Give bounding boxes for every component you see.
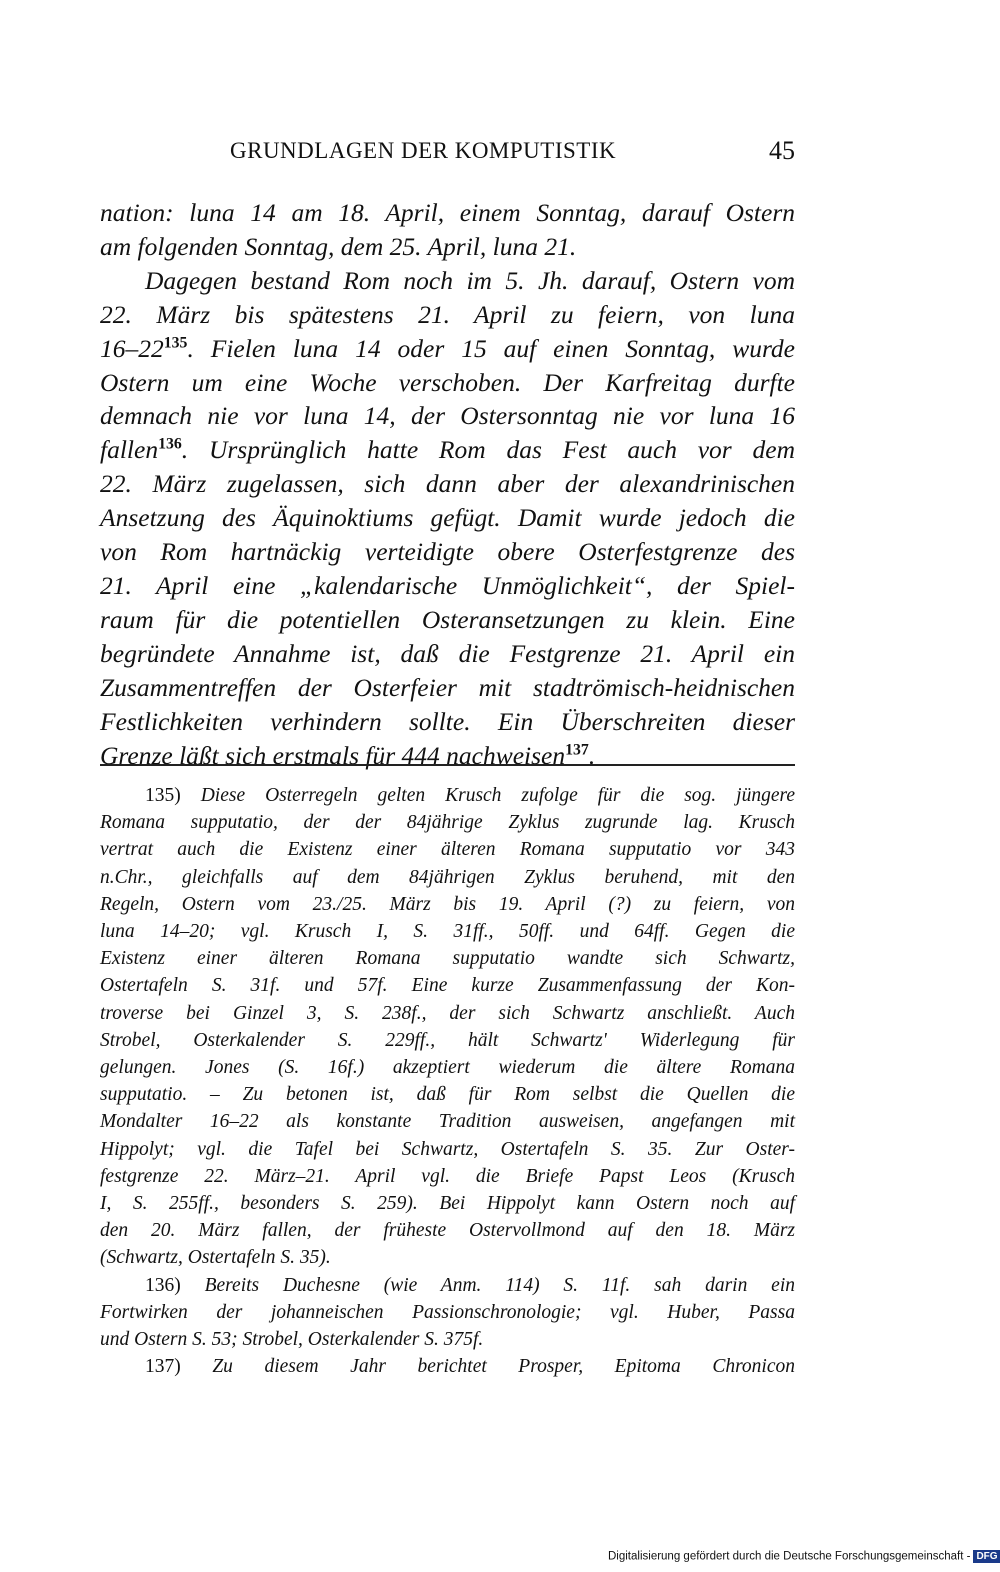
footnote-135-line: luna 14–20; vgl. Krusch I, S. 31ff., 50ff. und 64ff. Gegen die [100,921,795,943]
footnote-135-line: I, S. 255ff., besonders S. 259). Bei Hippolyt kann Ostern noch auf [100,1193,795,1215]
footnote-135-line: Strobel, Osterkalender S. 229ff., hält Schwartz' Widerlegung für [100,1029,795,1051]
text-line: von Rom hartnäckig verteidigte obere Osterfestgrenze des [100,537,795,567]
text-line: Ansetzung des Äquinoktiums gefügt. Damit wurde jedoch die [100,503,795,533]
page-number: 45 [769,136,795,165]
text-segment: . Ursprünglich hatte Rom das Fest auch vor dem [181,435,795,465]
text-segment: fallen [100,435,159,465]
footnote-135-line: gelungen. Jones (S. 16f.) akzeptiert wiederum die ältere Romana [100,1057,795,1079]
text-segment: Grenze läßt sich erstmals für 444 nachweisen [100,740,566,770]
footnote-divider [100,764,795,766]
footnote-ref-137[interactable]: 137 [565,741,589,758]
text-line: demnach nie vor luna 14, der Ostersonntag nie vor luna 16 [100,401,795,431]
text-line: Ostern um eine Woche verschoben. Der Karfreitag durfte [100,367,795,397]
text-line: Zusammentreffen der Osterfeier mit stadtrömisch-heidnischen [100,672,795,702]
footnote-135-line: (Schwartz, Ostertafeln S. 35). [100,1247,331,1269]
footnote-137-line [100,1353,795,1380]
text-line: am folgenden Sonntag, dem 25. April, luna 21. [100,231,577,261]
text-segment: 16–22 [100,333,164,363]
footnote-ref-136[interactable]: 136 [158,435,182,453]
text-line [100,739,795,773]
footnotes [100,782,795,1380]
footnote-135-line: Regeln, Ostern vom 23./25. März bis 19. April (?) zu feiern, von [100,893,795,915]
footnote-135-line: den 20. März fallen, der früheste Ostervollmond auf den 18. März [100,1220,795,1242]
text-line: nation: luna 14 am 18. April, einem Sonntag, darauf Ostern [100,198,795,227]
text-segment: Diese Osterregeln gelten Krusch zufolge für die sog. jüngere [200,785,795,806]
footnote-135-line: festgrenze 22. März–21. April vgl. die Briefe Papst Leos (Krusch [100,1165,795,1187]
footnote-136-line [100,1272,795,1299]
footnote-135-line: troverse bei Ginzel 3, S. 238f., der sich Schwartz anschließt. Auch [100,1002,795,1024]
footnote-135-line: Existenz einer älteren Romana supputatio wandte sich Schwartz, [100,948,795,970]
footnote-136-line: und Ostern S. 53; Strobel, Osterkalender S. 375f. [100,1329,484,1351]
footnote-ref-135[interactable]: 135 [163,334,188,352]
text-line: 22. März bis spätestens 21. April zu feiern, von luna [100,299,795,329]
running-title: GRUNDLAGEN DER KOMPUTISTIK [230,138,617,163]
text-line: Dagegen bestand Rom noch im 5. Jh. darauf, Ostern vom [145,265,795,295]
footnote-number: 137) [145,1356,181,1378]
text-line [100,433,795,467]
footnote-135-line: n.Chr., gleichfalls auf dem 84jährigen Zyklus beruhend, mit den [100,866,795,888]
footnote-136-line: Fortwirken der johanneischen Passionschronologie; vgl. Huber, Passa [100,1301,795,1323]
text-segment: Zu diesem Jahr berichtet Prosper, Epitoma Chronicon [212,1356,796,1378]
text-segment: . Fielen luna 14 oder 15 auf einen Sonntag, wurde [187,333,795,363]
footnote-number: 135) [145,785,181,806]
text-line: raum für die potentiellen Osteransetzungen zu klein. Eine [100,604,795,634]
footnote-135-line: Mondalter 16–22 als konstante Tradition ausweisen, angefangen mit [100,1111,795,1133]
text-line: 21. April eine „kalendarische Unmöglichkeit“, der Spiel- [100,570,795,600]
text-line: Festlichkeiten verhindern sollte. Ein Überschreiten dieser [100,706,795,736]
period: . [588,740,596,770]
footnote-135-line [100,782,795,809]
text-line [100,332,795,366]
footnote-135-line: Romana supputatio, der der 84jährige Zyklus zugrunde lag. Krusch [100,812,795,834]
digitization-credit [608,1550,1000,1570]
main-text [100,196,795,772]
footnote-135-line: vertrat auch die Existenz einer älteren Romana supputatio vor 343 [100,839,795,861]
dfg-logo: DFG [973,1550,1000,1563]
footnote-number: 136) [145,1274,181,1296]
text-line: 22. März zugelassen, sich dann aber der alexandrinischen [100,469,795,499]
footnote-135-line: supputatio. – Zu betonen ist, daß für Rom selbst die Quellen die [100,1084,795,1106]
text-line: begründete Annahme ist, daß die Festgrenze 21. April ein [100,638,795,668]
footnote-135-line: Hippolyt; vgl. die Tafel bei Schwartz, Ostertafeln S. 35. Zur Oster- [100,1138,795,1160]
text-segment: Bereits Duchesne (wie Anm. 114) S. 11f. sah darin ein [204,1274,795,1296]
credit-text: Digitalisierung gefördert durch die Deutsche Forschungsgemeinschaft - [608,1550,971,1563]
page-header [100,138,795,168]
footnote-135-line: Ostertafeln S. 31f. und 57f. Eine kurze Zusammenfassung der Kon- [100,975,795,997]
